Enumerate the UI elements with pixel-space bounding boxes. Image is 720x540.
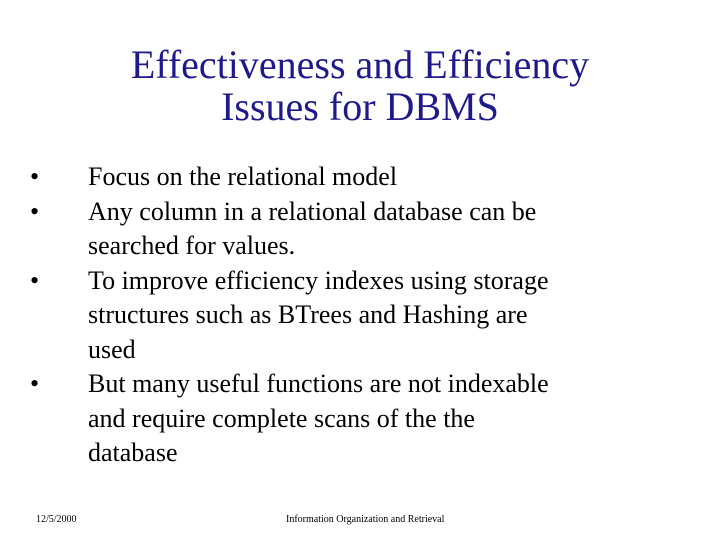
bullet-marker: • xyxy=(30,265,40,295)
bullet-text-line: database xyxy=(88,438,178,467)
bullet-item xyxy=(30,160,690,195)
slide-title-line-1: Effectiveness and Efficiency xyxy=(130,42,590,87)
bullet-marker: • xyxy=(30,162,40,191)
bullet-item xyxy=(30,264,690,368)
bullet-text-line: Focus on the relational model xyxy=(88,162,398,191)
footer-course-title: Information Organization and Retrieval xyxy=(286,514,445,525)
bullet-list xyxy=(30,160,690,471)
bullet-text-line: structures such as BTrees and Hashing are xyxy=(88,300,528,329)
bullet-text-line: used xyxy=(88,334,136,364)
footer-date: 12/5/2000 xyxy=(36,514,77,525)
bullet-item xyxy=(30,195,690,264)
bullet-text-line: Any column in a relational database can be xyxy=(88,196,537,226)
bullet-text-line: To improve efficiency indexes using storage xyxy=(88,265,549,295)
bullet-marker: • xyxy=(30,369,40,398)
bullet-text-line: But many useful functions are not indexable xyxy=(88,369,549,398)
bullet-text-line: and require complete scans of the the xyxy=(88,403,475,433)
slide-title-line-2: Issues for DBMS xyxy=(221,84,499,129)
slide-title xyxy=(60,44,660,128)
bullet-marker: • xyxy=(30,196,40,226)
bullet-item xyxy=(30,367,690,471)
bullet-text-line: searched for values. xyxy=(88,231,296,260)
